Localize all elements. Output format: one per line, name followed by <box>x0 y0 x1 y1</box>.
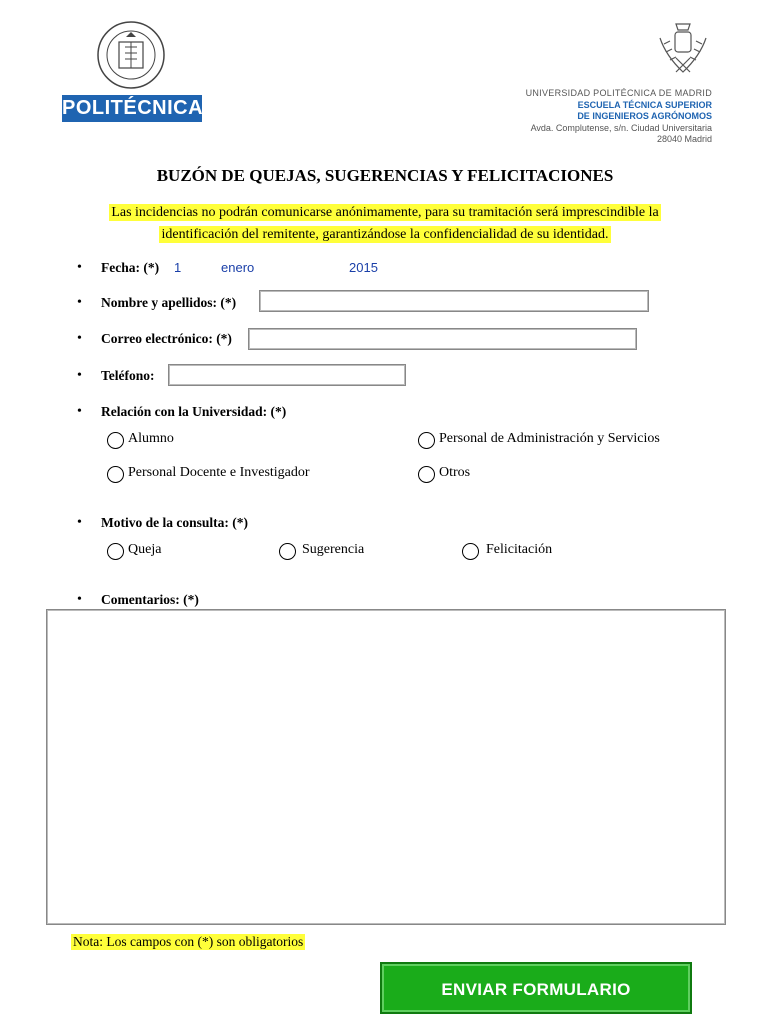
school-name-line2: DE INGENIEROS AGRÓNOMOS <box>577 111 712 121</box>
relation-option-pas: Personal de Administración y Servicios <box>439 431 660 446</box>
relation-option-alumno: Alumno <box>128 431 174 446</box>
date-year-field[interactable]: 2015 <box>349 260 378 275</box>
name-label: Nombre y apellidos: (*) <box>101 295 237 310</box>
reason-radio-sugerencia[interactable] <box>279 543 296 560</box>
university-name: UNIVERSIDAD POLITÉCNICA DE MADRID <box>525 88 712 98</box>
university-seal-icon <box>96 20 166 90</box>
comments-textarea[interactable] <box>46 609 726 925</box>
bullet: • <box>77 592 82 607</box>
date-label: Fecha: (*) <box>101 260 160 275</box>
form-title: BUZÓN DE QUEJAS, SUGERENCIAS Y FELICITACIONES <box>156 166 614 185</box>
relation-option-otros: Otros <box>439 465 471 480</box>
school-crest-icon <box>650 18 716 84</box>
required-fields-note: Nota: Los campos con (*) son obligatorios <box>73 934 304 949</box>
notice-line2: identificación del remitente, garantizándose la confidencialidad de su identidad. <box>161 227 609 242</box>
relation-radio-otros[interactable] <box>418 466 435 483</box>
relation-radio-alumno[interactable] <box>107 432 124 449</box>
bullet: • <box>77 331 82 346</box>
address-line2: 28040 Madrid <box>656 134 712 144</box>
phone-label: Teléfono: <box>101 368 155 383</box>
bullet: • <box>77 404 82 419</box>
reason-option-felicitacion: Felicitación <box>486 542 553 557</box>
reason-radio-felicitacion[interactable] <box>462 543 479 560</box>
bullet: • <box>77 260 82 275</box>
name-field[interactable] <box>259 290 649 312</box>
email-field[interactable] <box>248 328 637 350</box>
email-label: Correo electrónico: (*) <box>101 331 232 346</box>
comments-label: Comentarios: (*) <box>101 592 199 607</box>
notice-line1: Las incidencias no podrán comunicarse anónimamente, para su tramitación será imprescindible la <box>111 205 659 220</box>
bullet: • <box>77 515 82 530</box>
anonymity-notice <box>55 202 715 246</box>
school-name-line1: ESCUELA TÉCNICA SUPERIOR <box>577 100 712 110</box>
relation-option-pdi: Personal Docente e Investigador <box>128 465 310 480</box>
relation-label: Relación con la Universidad: (*) <box>101 404 287 419</box>
address-line1: Avda. Complutense, s/n. Ciudad Universitaria <box>530 123 712 133</box>
politecnica-logo: POLITÉCNICA <box>62 95 202 122</box>
date-month-field[interactable]: enero <box>221 260 255 275</box>
relation-radio-pdi[interactable] <box>107 466 124 483</box>
reason-option-queja: Queja <box>128 542 162 557</box>
bullet: • <box>77 368 82 383</box>
date-day-field[interactable]: 1 <box>174 260 182 275</box>
reason-option-sugerencia: Sugerencia <box>302 542 365 557</box>
reason-radio-queja[interactable] <box>107 543 124 560</box>
submit-form-button[interactable]: ENVIAR FORMULARIO <box>380 962 692 1014</box>
reason-label: Motivo de la consulta: (*) <box>101 515 248 530</box>
bullet: • <box>77 295 82 310</box>
phone-field[interactable] <box>168 364 406 386</box>
relation-radio-pas[interactable] <box>418 432 435 449</box>
